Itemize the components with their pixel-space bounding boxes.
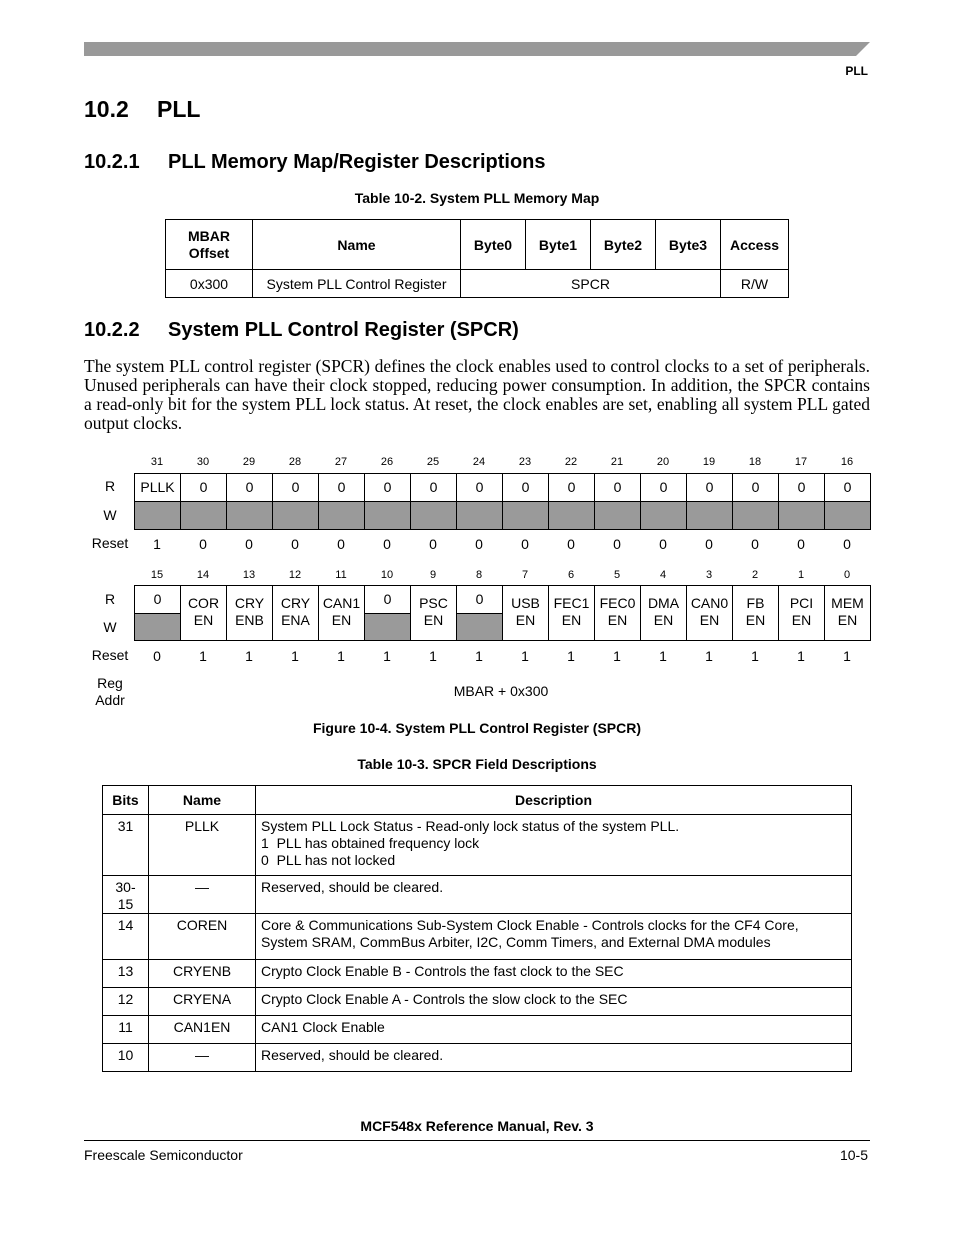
reset-value: 0: [429, 536, 437, 552]
bit-number: 15: [150, 569, 164, 581]
header-cell: Name: [253, 220, 461, 270]
bits-cell: 14: [103, 914, 149, 960]
register-field-rw: USB EN: [502, 585, 549, 641]
figure-caption: Figure 10-4. System PLL Control Register (SPCR): [312, 720, 642, 736]
bit-number: 3: [705, 569, 713, 581]
name-cell: PLLK: [149, 815, 256, 876]
register-field-w: [180, 501, 227, 530]
bits-cell: 13: [103, 960, 149, 988]
register-field-w: [594, 501, 641, 530]
bit-number: 26: [380, 456, 394, 468]
footer-publisher: Freescale Semiconductor: [84, 1147, 243, 1163]
bit-number: 17: [794, 456, 808, 468]
register-field-w: [456, 501, 503, 530]
row-label-w: W: [103, 507, 117, 523]
register-field-w: [548, 501, 595, 530]
bit-number: 6: [567, 569, 575, 581]
register-field-r: 0: [686, 473, 733, 502]
register-field-r: 0: [778, 473, 825, 502]
name-cell: —: [149, 876, 256, 914]
register-field-w: [456, 613, 503, 641]
description-line: 0 PLL has not locked: [261, 852, 396, 868]
reset-value: 0: [567, 536, 575, 552]
register-field-w: [732, 501, 779, 530]
reset-value: 1: [475, 648, 483, 664]
name-cell: —: [149, 1044, 256, 1072]
bit-number: 16: [840, 456, 854, 468]
bit-number: 30: [196, 456, 210, 468]
running-header: PLL: [845, 64, 868, 78]
section-number: 10.2: [84, 96, 129, 122]
reset-value: 0: [843, 536, 851, 552]
row-label-reg-addr: Reg Addr: [95, 675, 125, 708]
register-field-r: 0: [318, 473, 365, 502]
register-field-rw: COR EN: [180, 585, 227, 641]
table-caption-memory-map: Table 10-2. System PLL Memory Map: [354, 190, 600, 206]
table-row: [103, 960, 852, 988]
row-label-w: W: [103, 619, 117, 635]
row-label-reset: Reset: [91, 647, 129, 663]
table-row: [103, 876, 852, 914]
register-field-r: 0: [640, 473, 687, 502]
register-field-w: [824, 501, 871, 530]
reset-value: 0: [475, 536, 483, 552]
register-field-r: PLLK: [134, 473, 181, 502]
bit-number: 13: [242, 569, 256, 581]
reset-value: 0: [291, 536, 299, 552]
register-field-r: 0: [502, 473, 549, 502]
register-field-r: 0: [594, 473, 641, 502]
bits-cell: 30-15: [103, 876, 149, 914]
description-cell: Crypto Clock Enable B - Controls the fast clock to the SEC: [256, 960, 852, 988]
register-field-rw: CRY ENB: [226, 585, 273, 641]
register-field-r: 0: [272, 473, 319, 502]
header-cell: Byte3: [656, 220, 721, 270]
reset-value: 1: [843, 648, 851, 664]
register-field-r: 0: [410, 473, 457, 502]
description-cell: [256, 815, 852, 876]
table-cell: R/W: [721, 270, 789, 298]
header-cell: Description: [256, 786, 852, 815]
subsection-heading-spcr: [84, 319, 519, 342]
bit-number: 22: [564, 456, 578, 468]
register-field-r: 0: [548, 473, 595, 502]
reset-value: 0: [245, 536, 253, 552]
description-cell: CAN1 Clock Enable: [256, 1016, 852, 1044]
register-field-w: [410, 501, 457, 530]
subsection-number: 10.2.1: [84, 151, 140, 173]
bits-cell: 12: [103, 988, 149, 1016]
bit-number: 28: [288, 456, 302, 468]
bit-number: 5: [613, 569, 621, 581]
section-heading: [84, 96, 200, 123]
bit-number: 31: [150, 456, 164, 468]
description-line: 1 PLL has obtained frequency lock: [261, 835, 480, 851]
register-field-rw: FEC1 EN: [548, 585, 595, 641]
table-cell: SPCR: [461, 270, 721, 298]
description-cell: Crypto Clock Enable A - Controls the slow clock to the SEC: [256, 988, 852, 1016]
register-field-r: 0: [134, 585, 181, 614]
register-field-rw: PSC EN: [410, 585, 457, 641]
subsection-heading-memory-map: [84, 151, 546, 174]
description-cell: Reserved, should be cleared.: [256, 876, 852, 914]
header-cell: Byte2: [591, 220, 656, 270]
register-field-w: [364, 501, 411, 530]
register-field-r: 0: [456, 473, 503, 502]
register-field-rw: CRY ENA: [272, 585, 319, 641]
register-field-w: [134, 501, 181, 530]
subsection-number: 10.2.2: [84, 319, 140, 341]
register-field-rw: PCI EN: [778, 585, 825, 641]
name-cell: CAN1EN: [149, 1016, 256, 1044]
footer-title: MCF548x Reference Manual, Rev. 3: [360, 1118, 594, 1134]
register-address: MBAR + 0x300: [453, 683, 549, 699]
reset-value: 0: [337, 536, 345, 552]
table-row: [103, 988, 852, 1016]
bit-number: 21: [610, 456, 624, 468]
row-label-r: R: [104, 478, 116, 494]
bit-number: 25: [426, 456, 440, 468]
body-paragraph: The system PLL control register (SPCR) defines the clock enables used to control clocks to a set of peripherals. Unused peripherals can have their clock stopped, reducing power consumption. In addition, the SPCR contains a read-only bit for the system PLL lock status. At reset, the clock enables are set, enabling all system PLL gated output clocks.: [84, 356, 870, 433]
name-cell: COREN: [149, 914, 256, 960]
register-field-w: [778, 501, 825, 530]
table-cell: 0x300: [166, 270, 253, 298]
reset-value: 1: [245, 648, 253, 664]
register-field-w: [686, 501, 733, 530]
reset-value: 1: [567, 648, 575, 664]
header-bar: [84, 42, 870, 56]
register-field-r: 0: [364, 585, 411, 614]
table-row: [103, 914, 852, 960]
description-cell: Reserved, should be cleared.: [256, 1044, 852, 1072]
row-label-r: R: [104, 591, 116, 607]
register-field-w: [272, 501, 319, 530]
register-field-r: 0: [456, 585, 503, 614]
memory-map-table: [165, 219, 789, 298]
register-field-w: [364, 613, 411, 641]
reset-value: 0: [751, 536, 759, 552]
bit-number: 23: [518, 456, 532, 468]
subsection-title: PLL Memory Map/Register Descriptions: [168, 151, 546, 173]
register-field-rw: CAN0 EN: [686, 585, 733, 641]
register-field-r: 0: [732, 473, 779, 502]
header-cell: Bits: [103, 786, 149, 815]
footer-page-number: 10-5: [839, 1147, 868, 1163]
bit-number: 2: [751, 569, 759, 581]
reset-value: 1: [521, 648, 529, 664]
register-field-w: [226, 501, 273, 530]
bit-number: 1: [797, 569, 805, 581]
bits-cell: 11: [103, 1016, 149, 1044]
register-field-w: [318, 501, 365, 530]
table-cell: System PLL Control Register: [253, 270, 461, 298]
row-label-reset: Reset: [91, 535, 129, 551]
subsection-title: System PLL Control Register (SPCR): [168, 319, 519, 341]
reset-value: 1: [199, 648, 207, 664]
bit-number: 4: [659, 569, 667, 581]
reset-value: 1: [153, 536, 161, 552]
bit-number: 29: [242, 456, 256, 468]
header-cell: Byte1: [526, 220, 591, 270]
bits-cell: 10: [103, 1044, 149, 1072]
reset-value: 0: [199, 536, 207, 552]
bit-number: 10: [380, 569, 394, 581]
reset-value: 0: [383, 536, 391, 552]
description-line: System PLL Lock Status - Read-only lock status of the system PLL.: [261, 818, 680, 834]
register-field-r: 0: [226, 473, 273, 502]
register-field-r: 0: [824, 473, 871, 502]
register-field-rw: FB EN: [732, 585, 779, 641]
reset-value: 1: [429, 648, 437, 664]
reset-value: 0: [613, 536, 621, 552]
reset-value: 1: [613, 648, 621, 664]
reset-value: 1: [291, 648, 299, 664]
reset-value: 0: [153, 648, 161, 664]
reset-value: 0: [797, 536, 805, 552]
bit-number: 27: [334, 456, 348, 468]
bit-number: 18: [748, 456, 762, 468]
bit-number: 20: [656, 456, 670, 468]
reset-value: 1: [383, 648, 391, 664]
header-cell: Byte0: [461, 220, 526, 270]
footer-rule: [84, 1140, 870, 1141]
table-row: [103, 1016, 852, 1044]
bit-number: 8: [475, 569, 483, 581]
bit-number: 14: [196, 569, 210, 581]
reset-value: 0: [521, 536, 529, 552]
description-cell: Core & Communications Sub-System Clock Enable - Controls clocks for the CF4 Core, System SRAM, CommBus Arbiter, I2C, Comm Timers, and External DMA modules: [256, 914, 852, 960]
register-field-w: [640, 501, 687, 530]
reset-value: 0: [659, 536, 667, 552]
table-row: [103, 815, 852, 876]
register-field-rw: MEM EN: [824, 585, 871, 641]
section-title: PLL: [157, 96, 201, 122]
bits-cell: 31: [103, 815, 149, 876]
register-field-w: [502, 501, 549, 530]
register-field-rw: FEC0 EN: [594, 585, 641, 641]
bit-number: 7: [521, 569, 529, 581]
field-descriptions-table: [102, 785, 852, 1072]
table-row: [103, 1044, 852, 1072]
bit-number: 24: [472, 456, 486, 468]
header-cell: Access: [721, 220, 789, 270]
register-field-r: 0: [364, 473, 411, 502]
header-cell: Name: [149, 786, 256, 815]
name-cell: CRYENA: [149, 988, 256, 1016]
bit-number: 9: [429, 569, 437, 581]
reset-value: 1: [705, 648, 713, 664]
bit-number: 19: [702, 456, 716, 468]
reset-value: 1: [797, 648, 805, 664]
name-cell: CRYENB: [149, 960, 256, 988]
header-cell: MBAR Offset: [166, 220, 253, 270]
reset-value: 1: [659, 648, 667, 664]
table-caption-fields: Table 10-3. SPCR Field Descriptions: [357, 756, 597, 772]
register-field-r: 0: [180, 473, 227, 502]
reset-value: 1: [337, 648, 345, 664]
reset-value: 1: [751, 648, 759, 664]
bit-number: 12: [288, 569, 302, 581]
bit-number: 0: [843, 569, 851, 581]
bit-number: 11: [335, 569, 347, 581]
reset-value: 0: [705, 536, 713, 552]
register-field-rw: CAN1 EN: [318, 585, 365, 641]
register-field-rw: DMA EN: [640, 585, 687, 641]
register-field-w: [134, 613, 181, 641]
